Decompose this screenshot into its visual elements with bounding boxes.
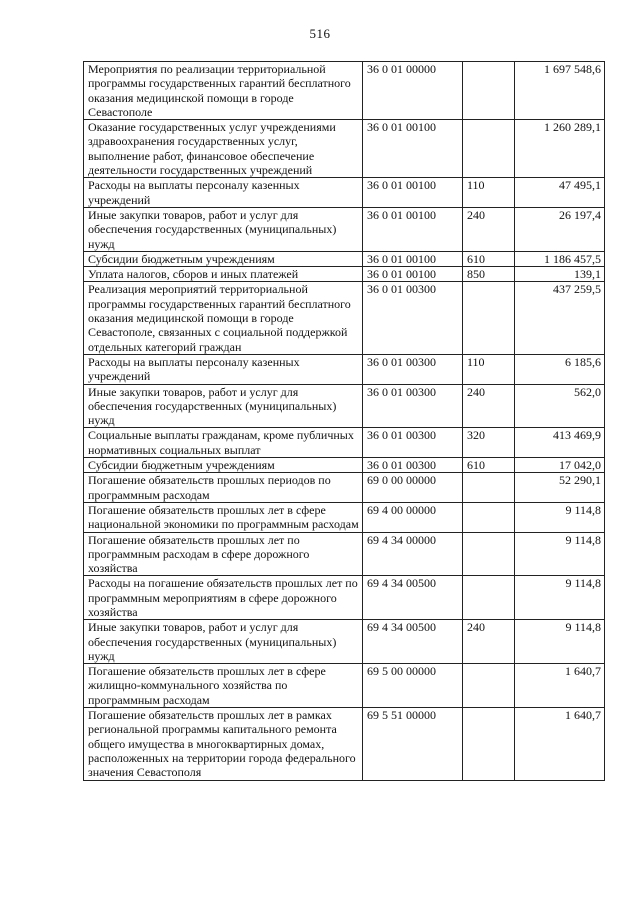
budget-table bbox=[83, 61, 605, 781]
row-expense-type-cell: 240 bbox=[463, 384, 515, 428]
row-code-cell: 36 0 01 00100 bbox=[363, 207, 463, 251]
row-code-cell: 69 4 00 00000 bbox=[363, 502, 463, 532]
row-code-cell: 36 0 01 00100 bbox=[363, 251, 463, 266]
table-row bbox=[84, 708, 605, 780]
row-expense-type-cell: 110 bbox=[463, 354, 515, 384]
row-expense-type-cell: 610 bbox=[463, 458, 515, 473]
row-amount-cell: 139,1 bbox=[515, 267, 605, 282]
row-amount-cell: 9 114,8 bbox=[515, 502, 605, 532]
row-code-cell: 36 0 01 00300 bbox=[363, 428, 463, 458]
row-name-cell: Расходы на погашение обязательств прошлых лет по программным мероприятиям в сфере дорожного хозяйства bbox=[84, 576, 363, 620]
row-amount-cell: 9 114,8 bbox=[515, 576, 605, 620]
table-row bbox=[84, 384, 605, 428]
page-number: 516 bbox=[309, 26, 331, 41]
row-name-cell: Субсидии бюджетным учреждениям bbox=[84, 251, 363, 266]
row-name-cell: Оказание государственных услуг учреждениями здравоохранения государственных услуг, выполнение работ, финансовое обеспечение деятельности государственных учреждений bbox=[84, 120, 363, 178]
row-expense-type-cell bbox=[463, 120, 515, 178]
row-expense-type-cell bbox=[463, 502, 515, 532]
row-name-cell: Реализация мероприятий территориальной программы государственных гарантий бесплатного оказания медицинской помощи в городе Севастополе, связанных с социальной поддержкой отдельных категорий граждан bbox=[84, 282, 363, 354]
row-code-cell: 69 4 34 00500 bbox=[363, 620, 463, 664]
row-amount-cell: 1 260 289,1 bbox=[515, 120, 605, 178]
row-expense-type-cell bbox=[463, 473, 515, 503]
row-name-cell: Субсидии бюджетным учреждениям bbox=[84, 458, 363, 473]
row-amount-cell: 1 186 457,5 bbox=[515, 251, 605, 266]
row-amount-cell: 52 290,1 bbox=[515, 473, 605, 503]
row-name-cell: Погашение обязательств прошлых лет в сфере национальной экономики по программным расходам bbox=[84, 502, 363, 532]
row-expense-type-cell bbox=[463, 282, 515, 354]
row-code-cell: 69 5 51 00000 bbox=[363, 708, 463, 780]
table-row bbox=[84, 354, 605, 384]
row-amount-cell: 1 640,7 bbox=[515, 708, 605, 780]
row-name-cell: Социальные выплаты гражданам, кроме публичных нормативных социальных выплат bbox=[84, 428, 363, 458]
row-name-cell: Погашение обязательств прошлых периодов по программным расходам bbox=[84, 473, 363, 503]
table-row bbox=[84, 120, 605, 178]
table-row bbox=[84, 267, 605, 282]
row-code-cell: 36 0 01 00300 bbox=[363, 458, 463, 473]
table-row bbox=[84, 282, 605, 354]
row-name-cell: Иные закупки товаров, работ и услуг для обеспечения государственных (муниципальных) нужд bbox=[84, 384, 363, 428]
table-row bbox=[84, 207, 605, 251]
row-name-cell: Расходы на выплаты персоналу казенных учреждений bbox=[84, 178, 363, 208]
row-name-cell: Мероприятия по реализации территориальной программы государственных гарантий бесплатного оказания медицинской помощи в городе Севастополе bbox=[84, 62, 363, 120]
table-row bbox=[84, 178, 605, 208]
row-amount-cell: 9 114,8 bbox=[515, 532, 605, 576]
row-expense-type-cell: 850 bbox=[463, 267, 515, 282]
table-row bbox=[84, 458, 605, 473]
row-code-cell: 36 0 01 00300 bbox=[363, 354, 463, 384]
row-code-cell: 69 4 34 00000 bbox=[363, 532, 463, 576]
row-amount-cell: 1 640,7 bbox=[515, 664, 605, 708]
row-code-cell: 69 0 00 00000 bbox=[363, 473, 463, 503]
row-name-cell: Погашение обязательств прошлых лет по программным расходам в сфере дорожного хозяйства bbox=[84, 532, 363, 576]
row-name-cell: Расходы на выплаты персоналу казенных учреждений bbox=[84, 354, 363, 384]
row-code-cell: 36 0 01 00100 bbox=[363, 120, 463, 178]
row-name-cell: Иные закупки товаров, работ и услуг для обеспечения государственных (муниципальных) нужд bbox=[84, 620, 363, 664]
row-expense-type-cell: 240 bbox=[463, 620, 515, 664]
row-code-cell: 36 0 01 00300 bbox=[363, 384, 463, 428]
row-expense-type-cell: 110 bbox=[463, 178, 515, 208]
table-row bbox=[84, 620, 605, 664]
row-code-cell: 36 0 01 00000 bbox=[363, 62, 463, 120]
row-expense-type-cell: 610 bbox=[463, 251, 515, 266]
row-amount-cell: 437 259,5 bbox=[515, 282, 605, 354]
row-name-cell: Погашение обязательств прошлых лет в сфере жилищно-коммунального хозяйства по программным расходам bbox=[84, 664, 363, 708]
row-expense-type-cell: 240 bbox=[463, 207, 515, 251]
table-row bbox=[84, 576, 605, 620]
row-expense-type-cell bbox=[463, 664, 515, 708]
row-amount-cell: 6 185,6 bbox=[515, 354, 605, 384]
row-amount-cell: 47 495,1 bbox=[515, 178, 605, 208]
row-expense-type-cell: 320 bbox=[463, 428, 515, 458]
row-amount-cell: 413 469,9 bbox=[515, 428, 605, 458]
table-body bbox=[84, 62, 605, 781]
table-row bbox=[84, 664, 605, 708]
row-code-cell: 36 0 01 00100 bbox=[363, 267, 463, 282]
table-row bbox=[84, 532, 605, 576]
row-expense-type-cell bbox=[463, 62, 515, 120]
row-expense-type-cell bbox=[463, 576, 515, 620]
row-amount-cell: 1 697 548,6 bbox=[515, 62, 605, 120]
table-row bbox=[84, 428, 605, 458]
row-name-cell: Погашение обязательств прошлых лет в рамках региональной программы капитального ремонта общего имущества в многоквартирных домах, расположенных на территории города федерального значения Севастополя bbox=[84, 708, 363, 780]
table-row bbox=[84, 62, 605, 120]
row-code-cell: 69 4 34 00500 bbox=[363, 576, 463, 620]
row-amount-cell: 562,0 bbox=[515, 384, 605, 428]
row-amount-cell: 17 042,0 bbox=[515, 458, 605, 473]
row-name-cell: Уплата налогов, сборов и иных платежей bbox=[84, 267, 363, 282]
row-expense-type-cell bbox=[463, 708, 515, 780]
table-row bbox=[84, 502, 605, 532]
row-amount-cell: 9 114,8 bbox=[515, 620, 605, 664]
table-row bbox=[84, 251, 605, 266]
row-expense-type-cell bbox=[463, 532, 515, 576]
row-name-cell: Иные закупки товаров, работ и услуг для обеспечения государственных (муниципальных) нужд bbox=[84, 207, 363, 251]
row-code-cell: 36 0 01 00100 bbox=[363, 178, 463, 208]
row-code-cell: 36 0 01 00300 bbox=[363, 282, 463, 354]
row-amount-cell: 26 197,4 bbox=[515, 207, 605, 251]
row-code-cell: 69 5 00 00000 bbox=[363, 664, 463, 708]
table-row bbox=[84, 473, 605, 503]
